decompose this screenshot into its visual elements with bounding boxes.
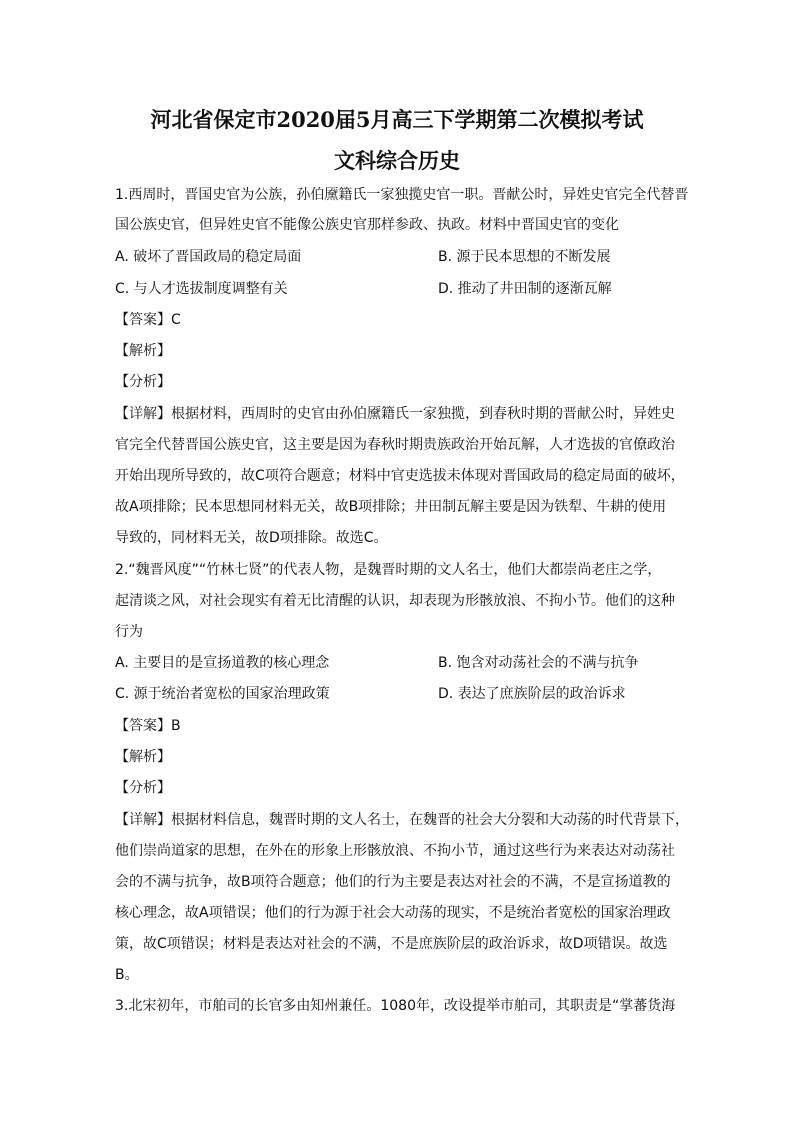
q1-detail-line-5: 导致的，同材料无关，故D项排除。故选C。 [115,530,388,546]
q1-option-a: A. 破坏了晋国政局的稳定局面 [115,249,302,265]
q2-detail-line-3: 会的不满与抗争，故B项符合题意；他们的行为主要是表达对社会的不满，不是宣扬道教的 [115,874,671,890]
q1-detail-line-3: 开始出现所导致的，故C项符合题意；材料中官吏选拔未体现对晋国政局的稳定局面的破坏， [115,468,685,484]
q1-stem-line-2: 国公族史官，但异姓史官不能像公族史官那样参政、执政。材料中晋国史官的变化 [115,217,619,233]
q1-option-b: B. 源于民本思想的不断发展 [438,249,611,265]
document-subtitle: 文科综合历史 [334,148,460,173]
q2-option-d: D. 表达了庶族阶层的政治诉求 [438,686,626,702]
q2-option-a: A. 主要目的是宣扬道教的核心理念 [115,655,330,671]
q1-answer: 【答案】C [115,312,181,328]
q2-fenxi-heading: 【分析】 [115,780,171,796]
q2-stem-line-3: 行为 [115,624,143,640]
q2-detail-line-6: B。 [115,967,139,983]
q2-jiexi-heading: 【解析】 [115,749,171,765]
q1-detail-line-2: 官完全代替晋国公族史官，这主要是因为春秋时期贵族政治开始瓦解，人才选拔的官僚政治 [115,437,675,453]
q2-stem-line-2: 起清谈之风，对社会现实有着无比清醒的认识，却表现为形骸放浪、不拘小节。他们的这种 [115,593,675,609]
q2-option-c: C. 源于统治者宽松的国家治理政策 [115,686,330,702]
q2-detail-line-2: 他们崇尚道家的思想，在外在的形象上形骸放浪、不拘小节，通过这些行为来表达对动荡社 [115,843,675,859]
q2-option-b: B. 饱含对动荡社会的不满与抗争 [438,655,639,671]
q1-detail-line-4: 故A项排除；民本思想同材料无关，故B项排除；井田制瓦解主要是因为铁犁、牛耕的使用 [115,499,667,515]
q2-detail-line-5: 策，故C项错误；材料是表达对社会的不满，不是庶族阶层的政治诉求，故D项错误。故选 [115,936,668,952]
q1-stem-line-1: 1.西周时，晋国史官为公族，孙伯黡籍氏一家独揽史官一职。晋献公时，异姓史官完全代替晋 [115,187,689,203]
q2-stem-line-1: 2.“魏晋风度”“竹林七贤”的代表人物，是魏晋时期的文人名士，他们大都崇尚老庄之学， [115,562,662,578]
q1-option-d: D. 推动了井田制的逐渐瓦解 [438,281,612,297]
q1-option-c: C. 与人才选拔制度调整有关 [115,281,288,297]
q3-stem-line-1: 3.北宋初年，市舶司的长官多由知州兼任。1080年，改设提举市舶司，其职责是“掌蕃货海 [115,998,676,1014]
q1-fenxi-heading: 【分析】 [115,374,171,390]
q2-answer: 【答案】B [115,718,181,734]
document-title: 河北省保定市2020届5月高三下学期第二次模拟考试 [150,107,644,132]
q1-jiexi-heading: 【解析】 [115,343,171,359]
q2-detail-line-4: 核心理念，故A项错误；他们的行为源于社会大动荡的现实，不是统治者宽松的国家治理政 [115,905,671,921]
q1-detail-line-1: 【详解】根据材料，西周时的史官由孙伯黡籍氏一家独揽，到春秋时期的晋献公时，异姓史 [115,406,675,422]
q2-detail-line-1: 【详解】根据材料信息，魏晋时期的文人名士，在魏晋的社会大分裂和大动荡的时代背景下， [115,812,689,828]
